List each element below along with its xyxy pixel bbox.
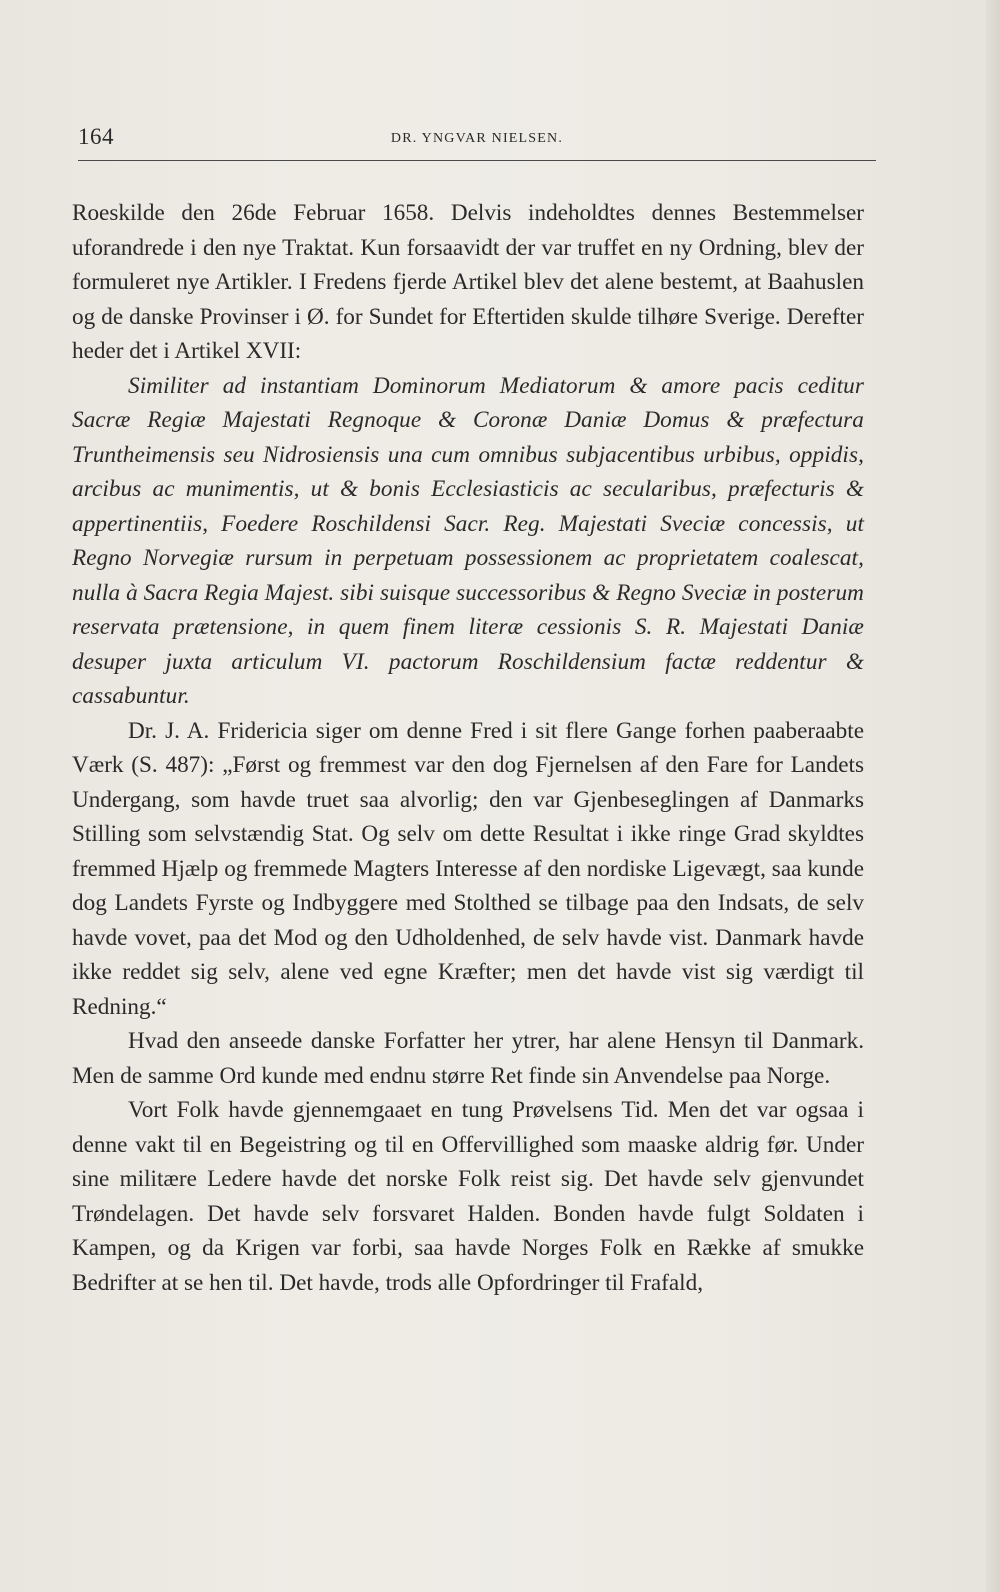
paragraph-treaty-intro: Roeskilde den 26de Februar 1658. Delvis indeholdtes dennes Bestemmelser uforandrede i den nye Traktat. Kun forsaavidt der var truffet en ny Ordning, blev der formuleret nye Artikler. I Fredens fjerde Artikel blev det alene bestemt, at Baahuslen og de danske Provinser i Ø. for Sundet for Eftertiden skulde tilhøre Sverige. Derefter heder det i Artikel XVII: <box>72 200 864 364</box>
paragraph-fridericia: Dr. J. A. Fridericia siger om denne Fred i sit flere Gange forhen paaberaabte Værk (S. 487): „Først og fremmest var den dog Fjernelsen af den Fare for Landets Undergang, som havde truet saa alvorlig; den var Gjenbeseglingen af Danmarks Stilling som selvstændig Stat. Og selv om dette Resultat i ikke ringe Grad skyldtes fremmed Hjælp og fremmede Magters Interesse af den nordiske Ligevægt, saa kunde dog Landets Fyrste og Indbyggere med Stolthed se tilbage paa den Indsats, de selv havde vovet, paa det Mod og den Udholdenhed, de selv havde vist. Danmark havde ikke reddet sig selv, alene ved egne Kræfter; men det havde vist sig værdigt til Redning.“ <box>72 717 864 1020</box>
running-head: DR. YNGVAR NIELSEN. <box>390 131 564 146</box>
body-text <box>72 196 864 1300</box>
paragraph-norway: Vort Folk havde gjennemgaaet en tung Prøvelsens Tid. Men det var ogsaa i denne vakt til en Begeistring og til en Offervillighed som maaske aldrig før. Under sine militære Ledere havde det norske Folk reist sig. Det havde selv gjenvundet Trøndelagen. Det havde selv forsvaret Halden. Bonden havde fulgt Soldaten i Kampen, og da Krigen var forbi, saa havde Norges Folk en Række af smukke Bedrifter at se hen til. Det havde, trods alle Opfordringer til Frafald, <box>72 1097 864 1296</box>
page-edge <box>986 0 1000 1592</box>
paragraph-danish-author: Hvad den anseede danske Forfatter her ytrer, har alene Hensyn til Danmark. Men de samme Ord kunde med endnu større Ret finde sin Anvendelse paa Norge. <box>72 1028 864 1089</box>
latin-quote: Similiter ad instantiam Dominorum Mediatorum & amore pacis ceditur Sacræ Regiæ Majestati Regnoque & Coronæ Daniæ Domus & præfectura Truntheimensis seu Nidrosiensis una cum omnibus subjacentibus urbibus, oppidis, arcibus ac munimentis, ut & bonis Ecclesiasticis ac secularibus, præfecturis & appertinentiis, Foedere Roschildensi Sacr. Reg. Majestati Sveciæ concessis, ut Regno Norvegiæ rursum in perpetuam possessionem ac proprietatem coalescat, nulla à Sacra Regia Majest. sibi suisque successoribus & Regno Sveciæ in posterum reservata prætensione, in quem finem literæ cessionis S. R. Majestati Daniæ desuper juxta articulum VI. pactorum Roschildensium factæ reddentur & cassabuntur. <box>72 372 864 709</box>
page-header <box>78 124 876 161</box>
page-number: 164 <box>78 124 114 149</box>
